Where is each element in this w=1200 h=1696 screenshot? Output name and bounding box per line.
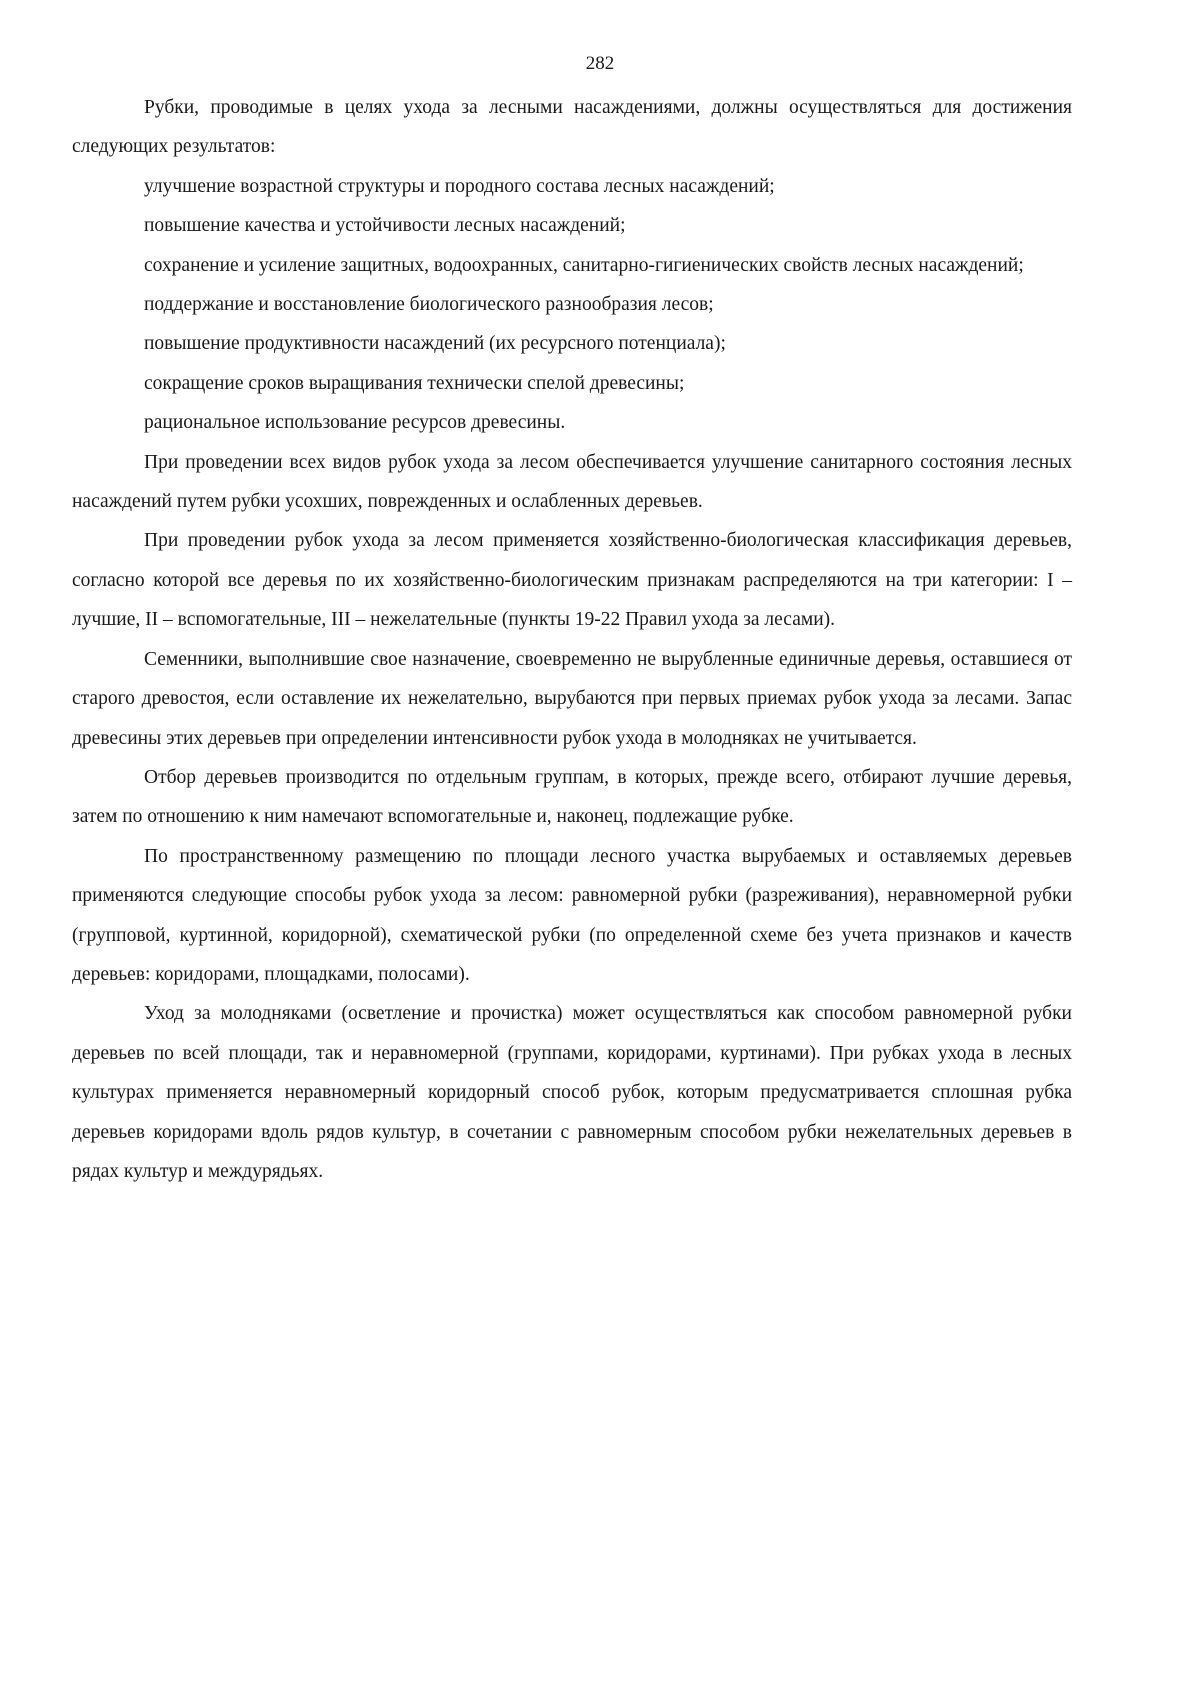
paragraph-classification: При проведении рубок ухода за лесом применяется хозяйственно-биологическая классификация деревьев, согласно которой все деревья по их хозяйственно-биологическим признакам распределяются на три категории: I – лучшие, II – вспомогательные, III – нежелательные (пункты 19-22 Правил ухода за лесами). (72, 530, 1072, 631)
paragraph-sanitary-condition: При проведении всех видов рубок ухода за лесом обеспечивается улучшение санитарного состояния лесных насаждений путем рубки усохших, поврежденных и ослабленных деревьев. (72, 451, 1072, 513)
paragraph-intro: Рубки, проводимые в целях ухода за лесными насаждениями, должны осуществляться для достижения следующих результатов: (72, 97, 1072, 158)
list-item-age-structure: улучшение возрастной структуры и породного состава лесных насаждений; (144, 175, 775, 197)
list-item-protective-properties: сохранение и усиление защитных, водоохранных, санитарно-гигиенических свойств лесных насаждений; (144, 254, 1024, 276)
list-item-productivity: повышение продуктивности насаждений (их ресурсного потенциала); (144, 333, 726, 355)
paragraph-young-stands: Уход за молодняками (осветление и прочистка) может осуществляться как способом равномерной рубки деревьев по всей площади, так и неравномерной (группами, коридорами, куртинами). При рубках ухода в лесных культурах применяется неравномерный коридорный способ рубок, которым предусматривается сплошная рубка деревьев коридорами вдоль рядов культур, в сочетании с равномерным способом рубки нежелательных деревьев в рядах культур и междурядьях. (72, 1003, 1072, 1182)
paragraph-seed-trees: Семенники, выполнившие свое назначение, своевременно не вырубленные единичные деревья, оставшиеся от старого древостоя, если оставление их нежелательно, вырубаются при первых приемах рубок ухода за лесами. Запас древесины этих деревьев при определении интенсивности рубок ухода в молодняках не учитывается. (72, 648, 1072, 749)
page-number: 282 (585, 53, 615, 74)
list-item-biodiversity: поддержание и восстановление биологического разнообразия лесов; (144, 294, 714, 316)
list-item-rational-use: рациональное использование ресурсов древесины. (144, 412, 566, 434)
body-text (72, 88, 1072, 1191)
list-item-growing-period: сокращение сроков выращивания технически спелой древесины; (144, 372, 685, 394)
list-item-quality: повышение качества и устойчивости лесных насаждений; (144, 215, 626, 237)
paragraph-spatial-methods: По пространственному размещению по площади лесного участка вырубаемых и оставляемых деревьев применяются следующие способы рубок ухода за лесом: равномерной рубки (разреживания), неравномерной рубки (групповой, куртинной, коридорной), схематической рубки (по определенной схеме без учета признаков и качеств деревьев: коридорами, площадками, полосами). (72, 845, 1072, 985)
paragraph-tree-selection: Отбор деревьев производится по отдельным группам, в которых, прежде всего, отбирают лучшие деревья, затем по отношению к ним намечают вспомогательные и, наконец, подлежащие рубке. (72, 766, 1072, 828)
